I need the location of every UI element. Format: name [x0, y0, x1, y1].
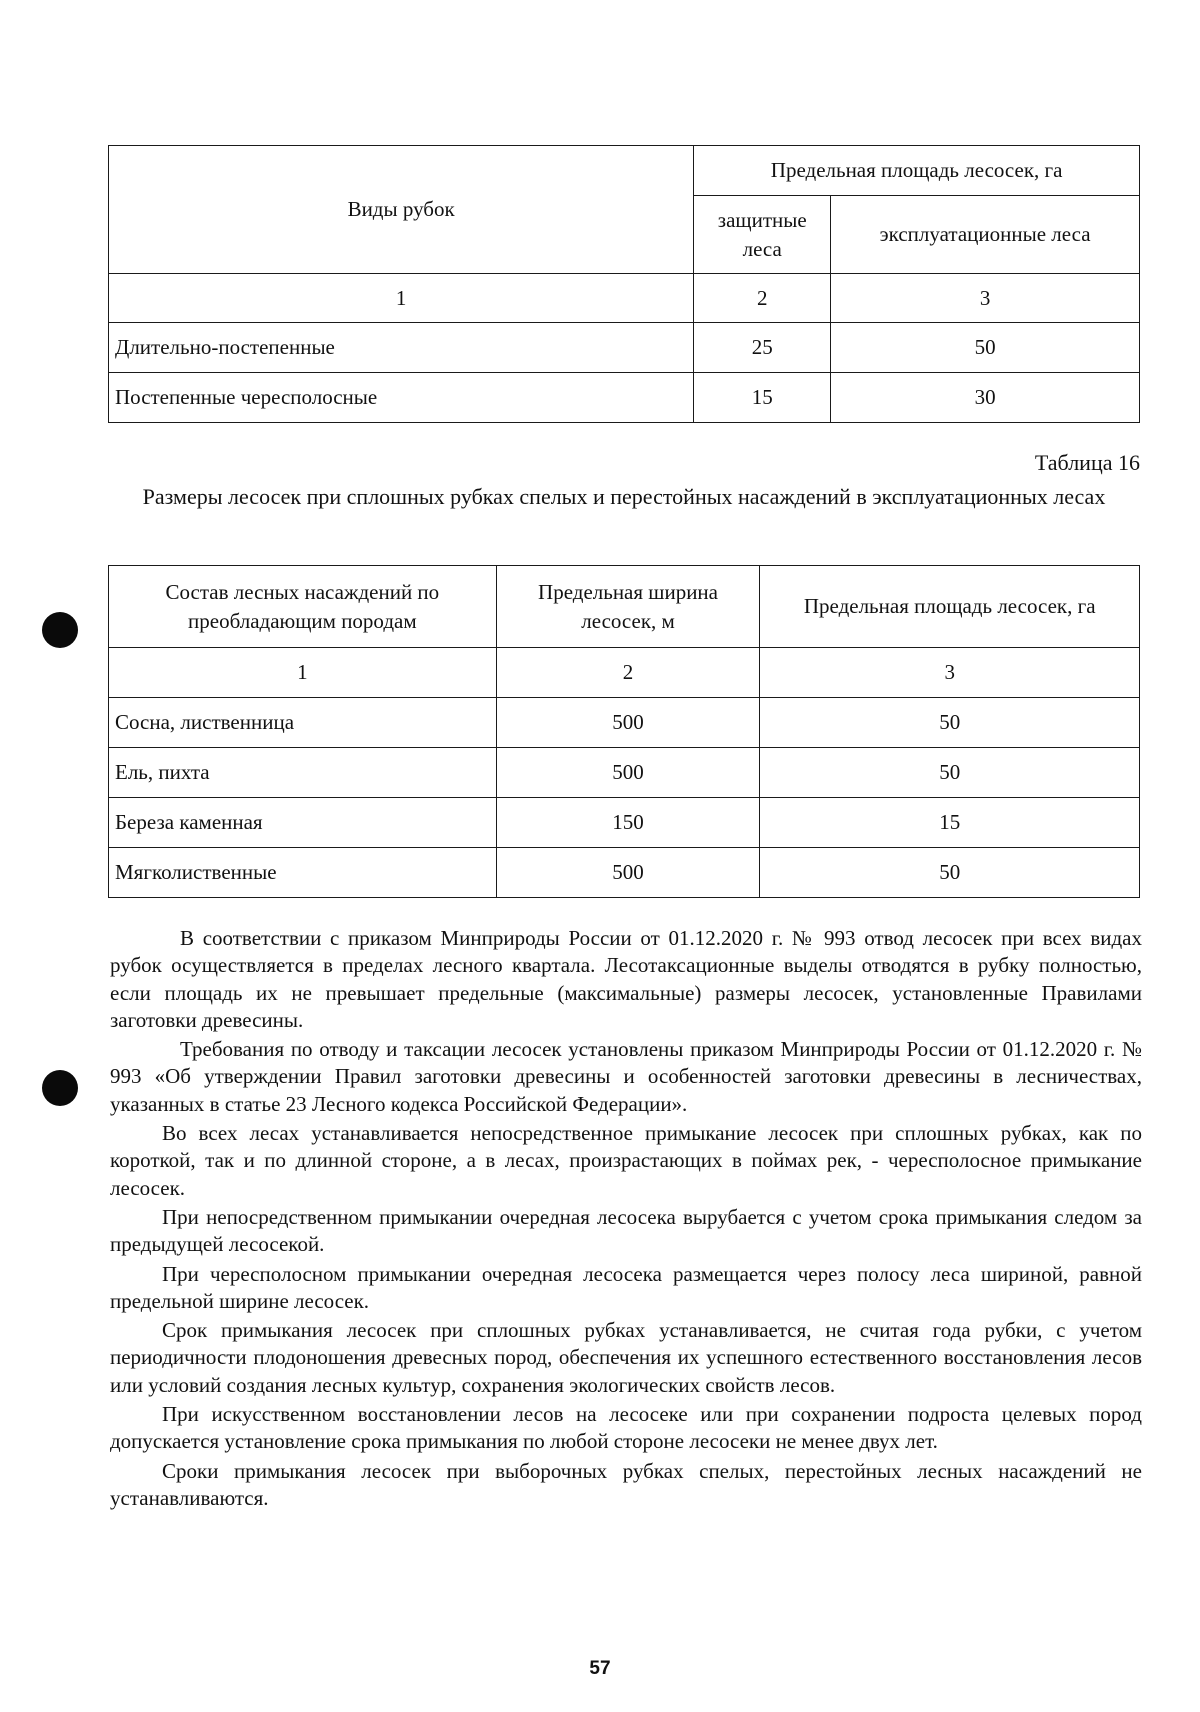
column-number: 1	[109, 648, 497, 698]
paragraph: Во всех лесах устанавливается непосредственное примыкание лесосек при сплошных рубках, как по короткой, так и по длинной стороне, а в лесах, произрастающих в поймах рек, - чересполосное примыкание лесосек.	[110, 1121, 1142, 1200]
body-text	[110, 925, 1142, 1514]
header-cell: Виды рубок	[109, 146, 694, 274]
clearcut-sizes-table	[108, 565, 1140, 898]
row-label: Сосна, лиственница	[109, 698, 497, 748]
header-cell: Предельная ширина лесосек, м	[496, 566, 760, 648]
table-row	[109, 748, 1140, 798]
punch-hole	[42, 612, 78, 648]
table-row	[109, 798, 1140, 848]
header-cell: Предельная площадь лесосек, га	[760, 566, 1140, 648]
table-cell: 15	[694, 373, 831, 423]
row-label: Постепенные чересполосные	[109, 373, 694, 423]
table-title: Размеры лесосек при сплошных рубках спелых и перестойных насаждений в эксплуатационных лесах	[142, 484, 1106, 509]
table-row	[109, 848, 1140, 898]
table-number: Таблица 16	[1034, 450, 1140, 475]
cutting-types-table	[108, 145, 1140, 423]
paragraph: Сроки примыкания лесосек при выборочных рубках спелых, перестойных лесных насаждений не устанавливаются.	[110, 1458, 1142, 1510]
header-cell: Состав лесных насаждений по преобладающим породам	[109, 566, 497, 648]
table-cell: 500	[496, 748, 760, 798]
row-label: Длительно-постепенные	[109, 323, 694, 373]
paragraph: В соответствии с приказом Минприроды России от 01.12.2020 г. № 993 отвод лесосек при всех видах рубок осуществляется в пределах лесного квартала. Лесотаксационные выделы отводятся в рубку полностью, если площадь их не превышает предельные (максимальные) размеры лесосек, установленные Правилами заготовки древесины.	[110, 926, 1142, 1032]
row-label: Мягколиственные	[109, 848, 497, 898]
table-cell: 50	[760, 748, 1140, 798]
table-cell: 50	[760, 848, 1140, 898]
column-number: 2	[694, 274, 831, 323]
table-cell: 25	[694, 323, 831, 373]
column-number: 2	[496, 648, 760, 698]
table-row	[109, 373, 1140, 423]
paragraph: Срок примыкания лесосек при сплошных рубках устанавливается, не считая года рубки, с учетом периодичности плодоношения древесных пород, обеспечения их успешного естественного восстановления лесов или условий создания лесных культур, сохранения экологических свойств лесов.	[110, 1318, 1142, 1397]
paragraph: При чересполосном примыкании очередная лесосека размещается через полосу леса шириной, равной предельной ширине лесосек.	[110, 1261, 1142, 1313]
header-cell: эксплуатационные леса	[831, 196, 1140, 274]
table-row	[109, 323, 1140, 373]
table-cell: 50	[831, 323, 1140, 373]
paragraph: Требования по отводу и таксации лесосек установлены приказом Минприроды России от 01.12.2020 г. № 993 «Об утверждении Правил заготовки древесины и особенностей заготовки древесины в лесничествах, указанных в статье 23 Лесного кодекса Российской Федерации».	[110, 1037, 1142, 1116]
table-cell: 500	[496, 848, 760, 898]
column-number: 3	[831, 274, 1140, 323]
table-cell: 30	[831, 373, 1140, 423]
table-row	[109, 698, 1140, 748]
table-cell: 500	[496, 698, 760, 748]
page-number: 57	[589, 1658, 611, 1679]
paragraph: При непосредственном примыкании очередная лесосека вырубается с учетом срока примыкания следом за предыдущей лесосекой.	[110, 1204, 1142, 1257]
row-label: Береза каменная	[109, 798, 497, 848]
table-cell: 150	[496, 798, 760, 848]
column-number: 1	[109, 274, 694, 323]
header-cell: Предельная площадь лесосек, га	[694, 146, 1140, 196]
row-label: Ель, пихта	[109, 748, 497, 798]
column-number-row	[109, 274, 1140, 323]
table-cell: 50	[760, 698, 1140, 748]
table-cell: 15	[760, 798, 1140, 848]
header-cell: защитные леса	[694, 196, 831, 274]
column-number: 3	[760, 648, 1140, 698]
punch-hole	[42, 1070, 78, 1106]
paragraph: При искусственном восстановлении лесов на лесосеке или при сохранении подроста целевых пород допускается установление срока примыкания по любой стороне лесосеки не менее двух лет.	[110, 1402, 1142, 1454]
column-number-row	[109, 648, 1140, 698]
